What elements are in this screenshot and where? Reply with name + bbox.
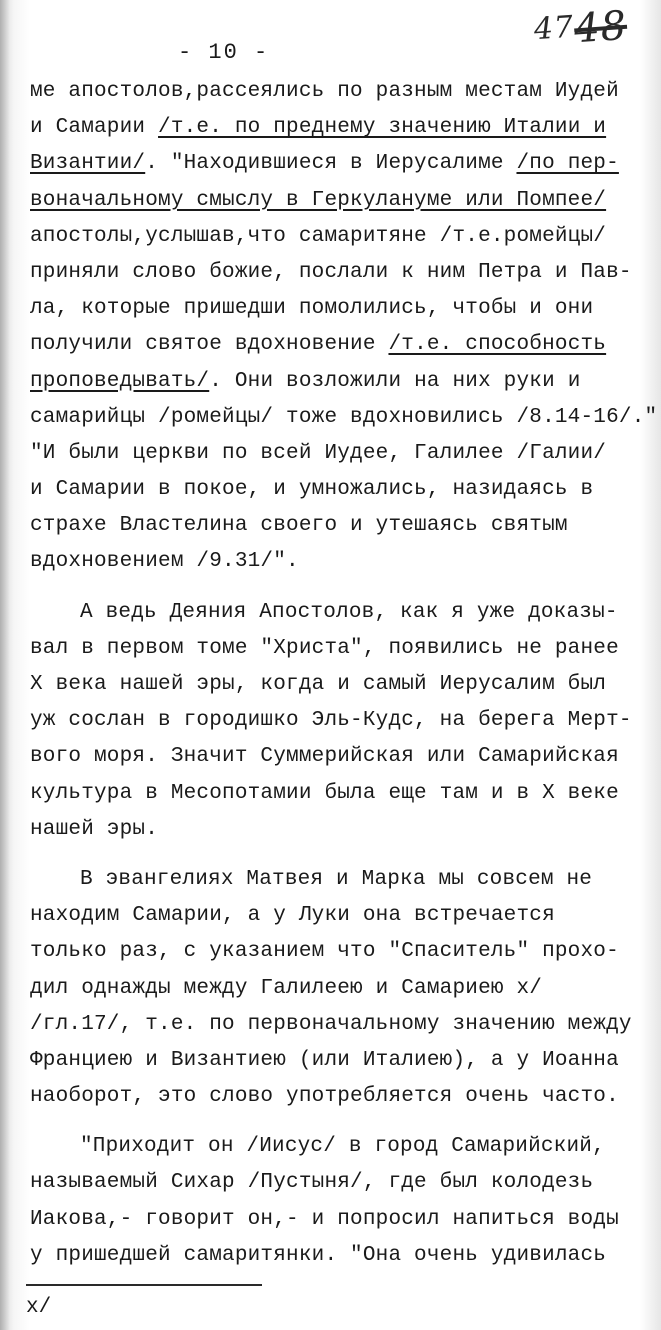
text-line [30,595,653,631]
text-segment: вого моря. Значит Суммерийская или Самарийская [30,745,619,769]
text-line [30,776,653,812]
text-line [30,436,653,472]
text-line [30,255,653,291]
text-segment: дил однажды между Галилеею и Самариею х/ [30,976,543,1000]
text-segment: В эвангелиях Матвея и Марка мы совсем не [80,867,593,891]
text-segment: А ведь Деяния Апостолов, как я уже доказы- [80,600,618,624]
text-segment: Франциею и Византиею (или Италиею), а у Иоанна [30,1048,619,1072]
text-segment: . Они возложили на них руки и [209,369,581,393]
text-line [30,364,653,400]
text-segment: ме апостолов,рассеялись по разным местам Иудей [30,80,619,103]
underlined-text: воначальному смыслу в Геркулануме или Помпее/ [30,188,607,212]
text-segment: . "Находившиеся в Иерусалиме [145,152,517,176]
text-segment: наоборот, это слово употребляется очень часто. [30,1085,619,1109]
text-segment: у пришедшей самаритянки. "Она очень удивилась [30,1243,607,1267]
text-line [30,327,653,363]
text-line [30,400,658,436]
text-line [30,703,653,739]
underlined-text: проповедывать/ [30,369,210,393]
text-line [30,631,653,667]
footnote-separator [26,1284,262,1286]
underlined-text: /по пер- [516,152,619,176]
text-segment: и Самарии [30,116,159,140]
text-line [30,544,653,580]
underlined-text: Византии/ [30,152,146,176]
text-segment: получили святое вдохновение [30,333,389,357]
text-line [30,219,653,255]
footnote-mark: х/ [26,1296,52,1319]
text-segment: культура в Месопотамии была еще там и в X веке [30,781,619,805]
text-segment: находим Самарии, а у Луки она встречается [30,904,555,928]
text-segment: приняли слово божие, послали к ним Петра и Пав- [30,260,632,284]
archive-number-new: 48 [572,2,629,53]
text-segment: называемый Сихар /Пустыня/, где был колодезь [30,1171,594,1195]
text-line [30,1202,653,1238]
text-line [30,971,653,1007]
text-line [30,472,653,508]
text-line [30,508,653,544]
scan-edge-shadow [0,0,10,1330]
page-number: - 10 - [178,40,270,65]
text-line [30,1165,653,1201]
text-line [30,74,653,110]
text-line [30,1129,653,1165]
text-line [30,812,653,848]
text-segment: Иакова,- говорит он,- и попросил напиться воды [30,1207,619,1231]
typed-text-body [30,74,658,1274]
text-line [30,1007,653,1043]
text-segment: вдохновением /9.31/". [30,550,299,574]
text-segment: ла, которые пришедши помолились, чтобы и они [30,297,594,321]
text-line [30,146,653,182]
text-segment: только раз, с указанием что "Спаситель" прохо- [30,940,619,964]
text-segment: "Приходит он /Иисус/ в город Самарийский, [80,1135,605,1159]
text-segment: /гл.17/, т.е. по первоначальному значению между [30,1012,632,1036]
underlined-text: /т.е. способность [388,333,607,357]
text-segment: уж сослан в городишко Эль-Кудс, на берега Мерт- [30,709,632,733]
text-line [30,898,653,934]
text-line [30,110,653,146]
paragraph-gap [30,581,653,595]
text-line [30,183,653,219]
text-segment: X века нашей эры, когда и самый Иерусалим был [30,673,607,696]
text-line [30,1079,653,1115]
text-segment: самарийцы /ромейцы/ тоже вдохновились /8.14-16/." [30,405,658,429]
paragraph-gap [30,848,653,862]
text-line [30,1238,653,1274]
text-line [30,667,653,703]
text-line [30,291,653,327]
text-line [30,934,653,970]
archive-number-stamp [532,3,628,55]
archive-number-old: 47 [532,9,576,48]
text-segment: вал в первом томе "Христа", появились не ранее [30,636,619,660]
text-segment: "И были церкви по всей Иудее, Галилее /Галии/ [30,441,607,465]
text-segment: нашей эры. [30,817,159,841]
text-segment: и Самарии в покое, и умножались, назидаясь в [30,478,594,502]
text-line [30,1043,653,1079]
paragraph-gap [30,1115,653,1129]
underlined-text: /т.е. по преднему значению Италии и [158,116,607,140]
text-line [30,739,653,775]
text-segment: страхе Властелина своего и утешаясь святым [30,514,568,538]
text-line [30,862,653,898]
text-segment: апостолы,услышав,что самаритяне /т.е.ромейцы/ [30,224,607,248]
